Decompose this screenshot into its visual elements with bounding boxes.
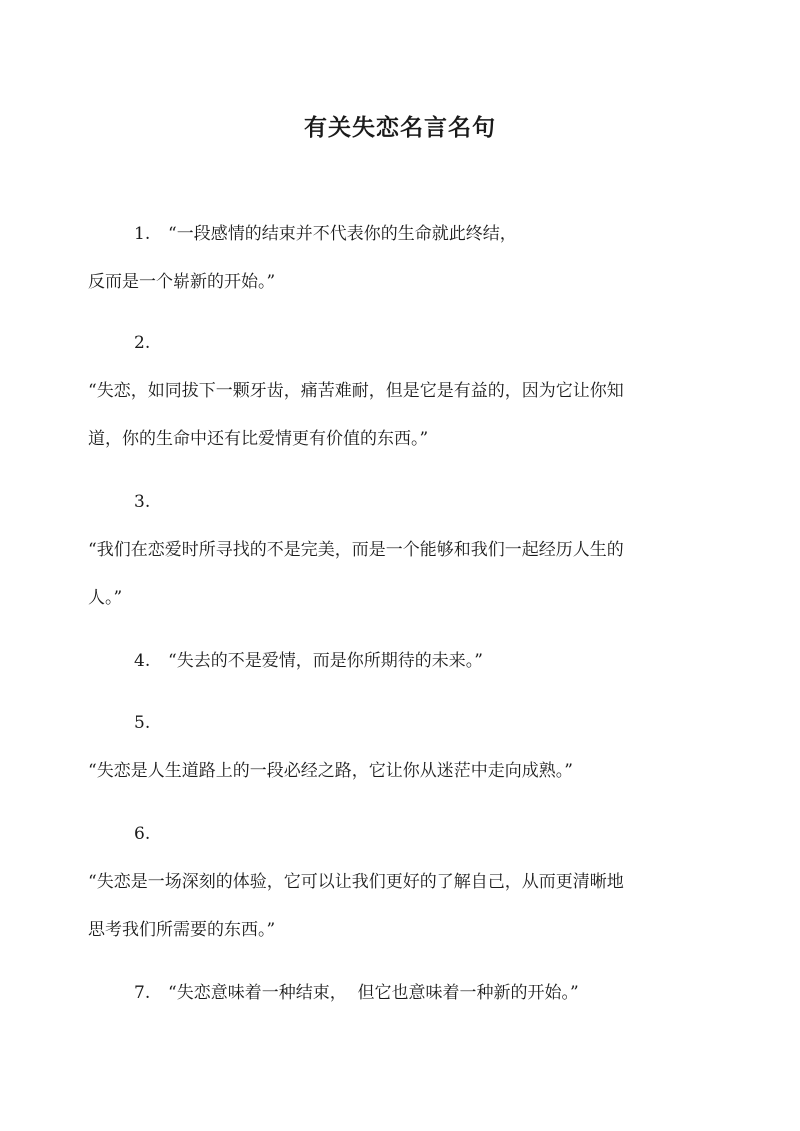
- quote-7-line: [134, 981, 579, 1005]
- quote-6-text-line-1: “失恋是一场深刻的体验，它可以让我们更好的了解自己，从而更清晰地: [88, 872, 624, 892]
- quote-4-text-line-1: “失去的不是爱情，而是你所期待的未来。”: [168, 651, 483, 671]
- quote-1-first-line: [134, 222, 517, 246]
- quote-7-text-line-1: “失恋意味着一种结束， 但它也意味着一种新的开始。”: [168, 983, 579, 1003]
- quote-2-text-line-1: “失恋，如同拔下一颗牙齿，痛苦难耐，但是它是有益的，因为它让你知: [88, 381, 624, 401]
- quote-2-number: 2.: [134, 333, 151, 353]
- quote-1-text-line-1: “一段感情的结束并不代表你的生命就此终结，: [168, 224, 517, 244]
- quote-1-text-line-2: 反而是一个崭新的开始。”: [88, 272, 276, 292]
- quote-3-text-line-1: “我们在恋爱时所寻找的不是完美，而是一个能够和我们一起经历人生的: [88, 540, 624, 560]
- quote-6-text-line-2: 思考我们所需要的东西。”: [88, 920, 276, 940]
- quote-4-line: [134, 649, 483, 673]
- quote-6-number: 6.: [134, 824, 151, 844]
- quote-1-number: 1.: [134, 224, 151, 244]
- quote-5-number: 5.: [134, 713, 151, 733]
- quote-4-number: 4.: [134, 651, 151, 671]
- quote-3-number: 3.: [134, 492, 151, 512]
- quote-2-text-line-2: 道，你的生命中还有比爱情更有价值的东西。”: [88, 429, 429, 449]
- quote-3-text-line-2: 人。”: [88, 588, 123, 608]
- document-title: 有关失恋名言名句: [304, 114, 496, 142]
- quote-5-text-line-1: “失恋是人生道路上的一段必经之路，它让你从迷茫中走向成熟。”: [88, 761, 573, 781]
- quote-7-number: 7.: [134, 983, 151, 1003]
